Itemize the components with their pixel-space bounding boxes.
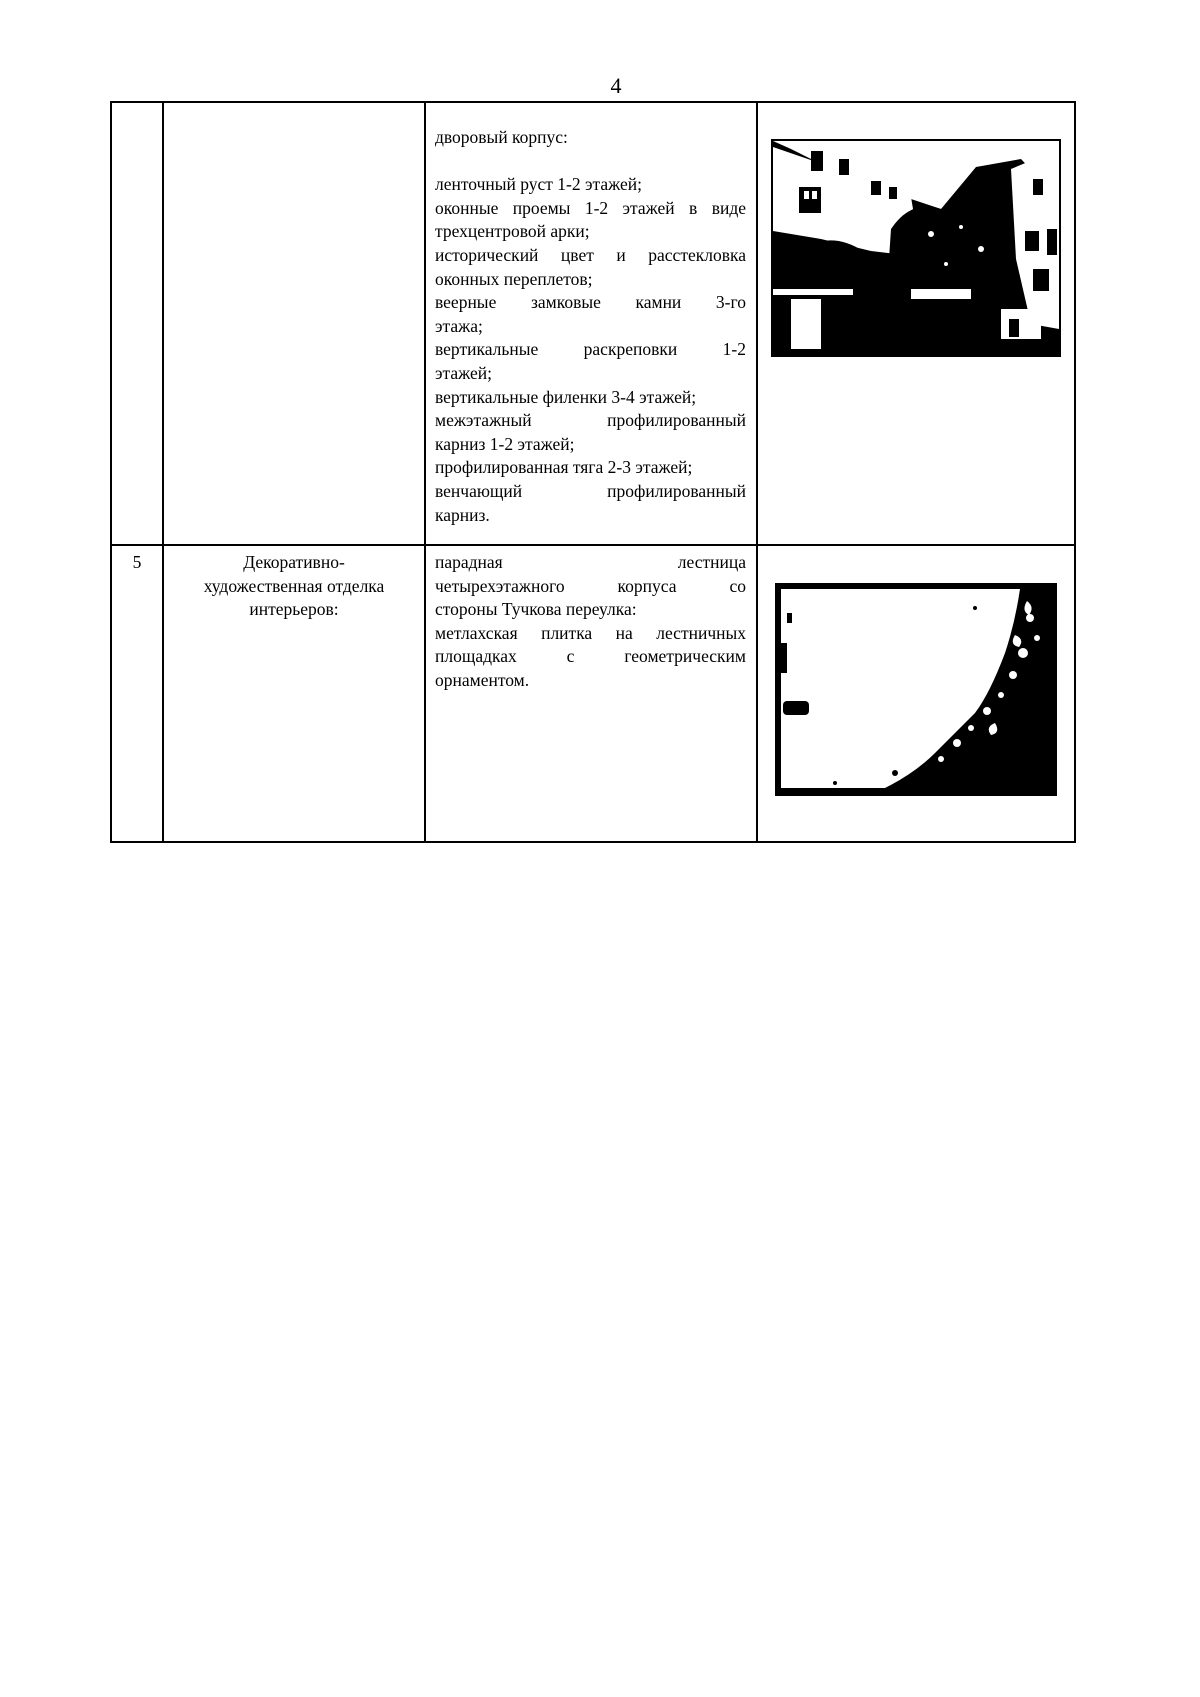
element-line: Декоративно- <box>243 552 345 572</box>
table-border-bottom <box>110 841 1076 843</box>
description-line: метлахская плитка на лестничных <box>435 622 746 643</box>
description-line: этажа; <box>435 315 483 336</box>
courtyard-building-photo <box>771 139 1061 357</box>
column-divider-3 <box>756 101 758 843</box>
page-number: 4 <box>610 73 622 98</box>
description-line: веерные замковые камни 3-го <box>435 292 746 313</box>
description-line: вертикальные филенки 3-4 этажей; <box>435 386 697 407</box>
row-number: 5 <box>132 552 142 572</box>
column-divider-2 <box>424 101 426 843</box>
description-line: площадках с геометрическим <box>435 646 746 667</box>
description-cell <box>435 551 746 693</box>
description-line: оконные проемы 1-2 этажей в виде <box>435 197 746 218</box>
element-line: художественная отделка <box>203 575 385 596</box>
table-border-top <box>110 101 1076 103</box>
element-line: интерьеров: <box>249 599 339 620</box>
description-line: парадная лестница <box>435 552 746 572</box>
description-line: карниз 1-2 этажей; <box>435 433 575 454</box>
description-line: межэтажный профилированный <box>435 410 746 431</box>
description-heading: дворовый корпус: <box>435 127 568 147</box>
description-line: оконных переплетов; <box>435 268 593 289</box>
ornamental-tile-photo <box>775 583 1057 796</box>
description-line: вертикальные раскреповки 1-2 <box>435 339 746 360</box>
table-border-right <box>1074 101 1076 843</box>
element-cell <box>164 551 424 622</box>
row-number-cell <box>112 551 162 575</box>
spacer <box>435 150 746 174</box>
description-line: этажей; <box>435 362 492 383</box>
description-line: профилированная тяга 2-3 этажей; <box>435 457 693 478</box>
row-divider <box>110 544 1076 546</box>
description-line: четырехэтажного корпуса со <box>435 575 746 596</box>
table-border-left <box>110 101 112 843</box>
description-line: трехцентровой арки; <box>435 221 590 242</box>
description-line: ленточный руст 1-2 этажей; <box>435 174 643 195</box>
description-line: орнаментом. <box>435 669 530 690</box>
description-line: стороны Тучкова переулка: <box>435 599 637 620</box>
description-line: карниз. <box>435 504 490 525</box>
description-cell <box>435 126 746 527</box>
description-line: венчающий профилированный <box>435 480 746 501</box>
description-line: исторический цвет и расстекловка <box>435 244 746 265</box>
column-divider-1 <box>162 101 164 843</box>
